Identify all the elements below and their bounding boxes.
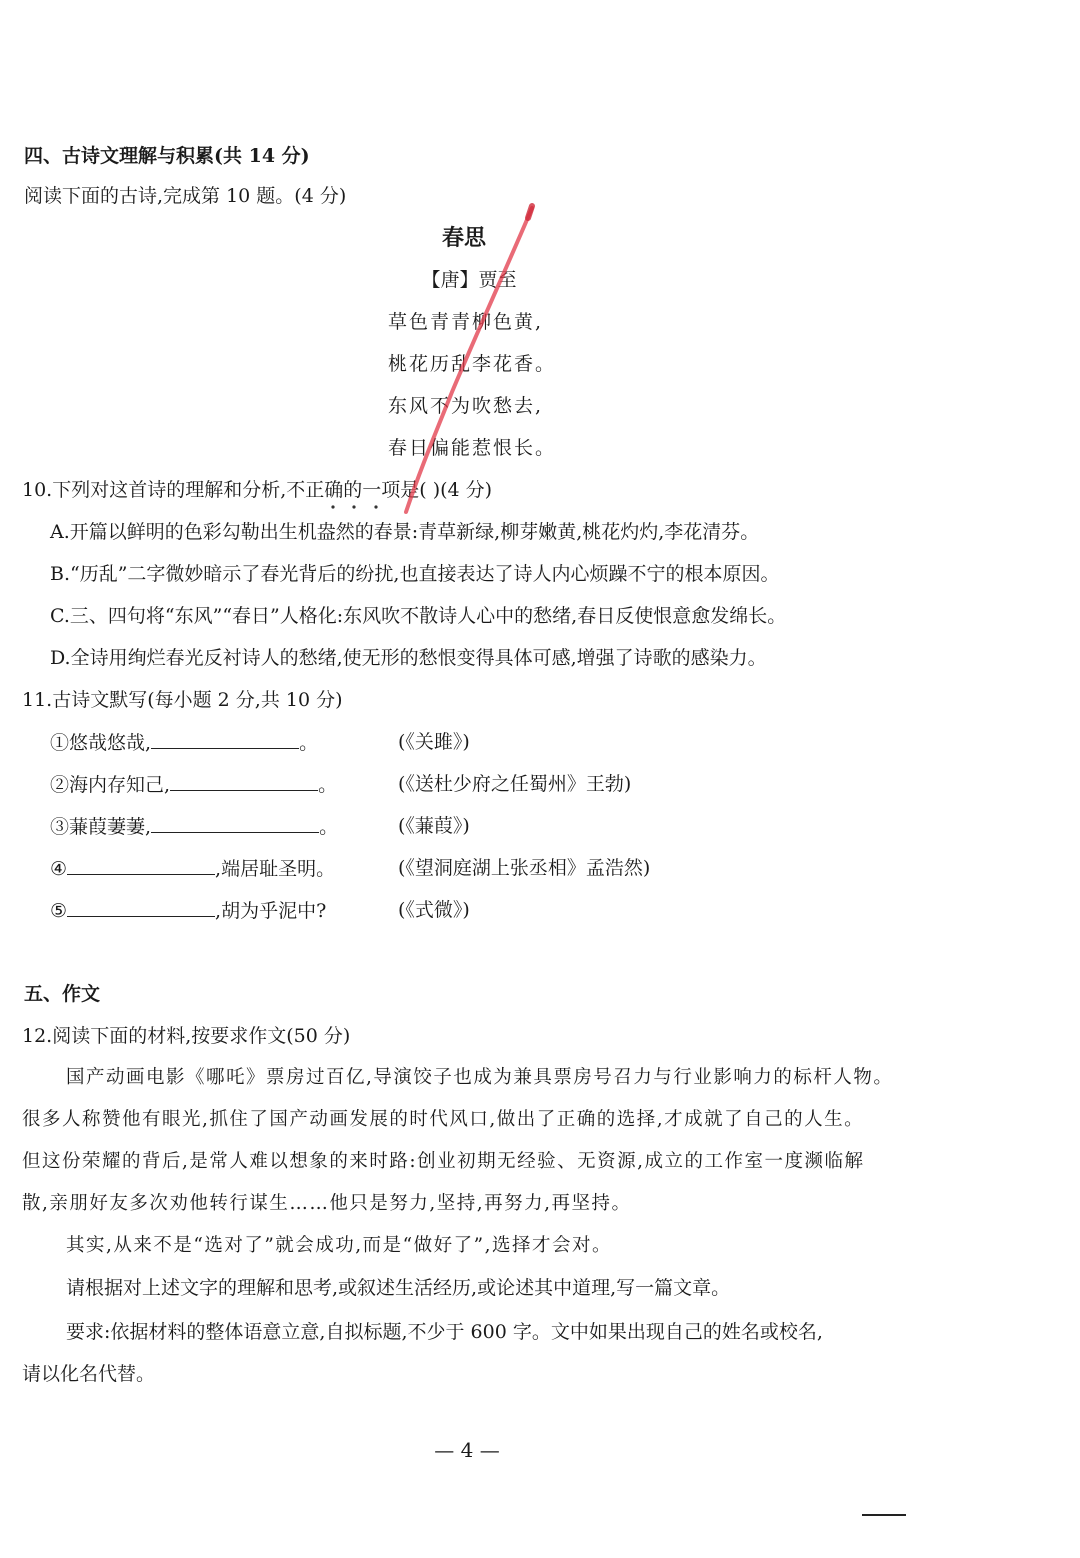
emphasis-dot — [374, 505, 377, 508]
poem-line: 桃花历乱李花香。 — [388, 353, 557, 375]
question-11-stem: 11.古诗文默写(每小题 2 分,共 10 分) — [22, 689, 343, 711]
writing-prompt: 请根据对上述文字的理解和思考,或叙述生活经历,或论述其中道理,写一篇文章。 — [66, 1277, 731, 1299]
item-source: (《蒹葭》) — [398, 815, 470, 837]
question-10-stem: 10.下列对这首诗的理解和分析,不正确的一项是( )(4 分) — [22, 479, 493, 501]
material-paragraph: 国产动画电影《哪吒》票房过百亿,导演饺子也成为兼具票房号召力与行业影响力的标杆人物。 — [66, 1067, 894, 1088]
item-after: ,胡为乎泥中? — [215, 900, 327, 922]
question-12-stem: 12.阅读下面的材料,按要求作文(50 分) — [22, 1025, 351, 1047]
item-number: ② — [50, 774, 70, 796]
material-paragraph: 散,亲朋好友多次劝他转行谋生……他只是努力,坚持,再努力,再坚持。 — [22, 1193, 632, 1214]
item-number: ③ — [50, 816, 70, 838]
poem-line: 草色青青柳色黄, — [388, 311, 544, 333]
item-source: (《望洞庭湖上张丞相》孟浩然) — [398, 857, 651, 879]
item-source: (《送杜少府之任蜀州》王勃) — [398, 773, 632, 795]
poem-line: 春日偏能惹恨长。 — [388, 437, 557, 459]
item-after: 。 — [299, 732, 319, 754]
question-10-option-b: B.“历乱”二字微妙暗示了春光背后的纷扰,也直接表达了诗人内心烦躁不宁的根本原因。 — [50, 563, 780, 585]
item-after: 。 — [318, 774, 338, 796]
item-source: (《关雎》) — [398, 731, 470, 753]
item-before: 海内存知己, — [69, 774, 171, 796]
item-number: ④ — [50, 858, 68, 880]
section-4-intro: 阅读下面的古诗,完成第 10 题。(4 分) — [24, 185, 347, 207]
item-before: 悠哉悠哉, — [69, 732, 152, 754]
material-paragraph: 其实,从来不是“选对了”就会成功,而是“做好了”,选择才会对。 — [66, 1235, 612, 1256]
question-10-option-c: C.三、四句将“东风”“春日”人格化:东风吹不散诗人心中的愁绪,春日反使恨意愈发绵长。 — [50, 605, 787, 627]
item-after: 。 — [319, 816, 339, 838]
poem-title: 春思 — [441, 225, 486, 251]
section-4-heading: 四、古诗文理解与积累(共 14 分) — [24, 145, 310, 167]
material-paragraph: 但这份荣耀的背后,是常人难以想象的来时路:创业初期无经验、无资源,成立的工作室一度濒临解 — [22, 1151, 865, 1172]
question-10-option-a: A.开篇以鲜明的色彩勾勒出生机盎然的春景:青草新绿,柳芽嫩黄,桃花灼灼,李花清芬。 — [50, 521, 760, 543]
writing-requirement-cont: 请以化名代替。 — [22, 1363, 156, 1385]
page-number: — 4 — — [434, 1438, 500, 1462]
question-10-option-d: D.全诗用绚烂春光反衬诗人的愁绪,使无形的愁恨变得具体可感,增强了诗歌的感染力。 — [50, 647, 767, 669]
poem-author: 【唐】贾至 — [421, 269, 517, 291]
poem-line: 东风不为吹愁去, — [388, 395, 544, 417]
item-after: ,端居耻圣明。 — [215, 858, 336, 880]
emphasis-dot — [352, 505, 355, 508]
emphasis-dot — [331, 505, 334, 508]
item-source: (《式微》) — [398, 899, 470, 921]
red-pen-stroke — [406, 208, 532, 512]
section-5-heading: 五、作文 — [24, 983, 101, 1005]
writing-requirement: 要求:依据材料的整体语意立意,自拟标题,不少于 600 字。文中如果出现自己的姓名或校名, — [66, 1321, 823, 1343]
red-pen-start — [528, 206, 532, 218]
item-number: ① — [50, 732, 70, 754]
material-paragraph: 很多人称赞他有眼光,抓住了国产动画发展的时代风口,做出了正确的选择,才成就了自己的人生。 — [22, 1109, 865, 1130]
item-before: 蒹葭萋萋, — [69, 816, 152, 838]
item-number: ⑤ — [50, 900, 68, 922]
